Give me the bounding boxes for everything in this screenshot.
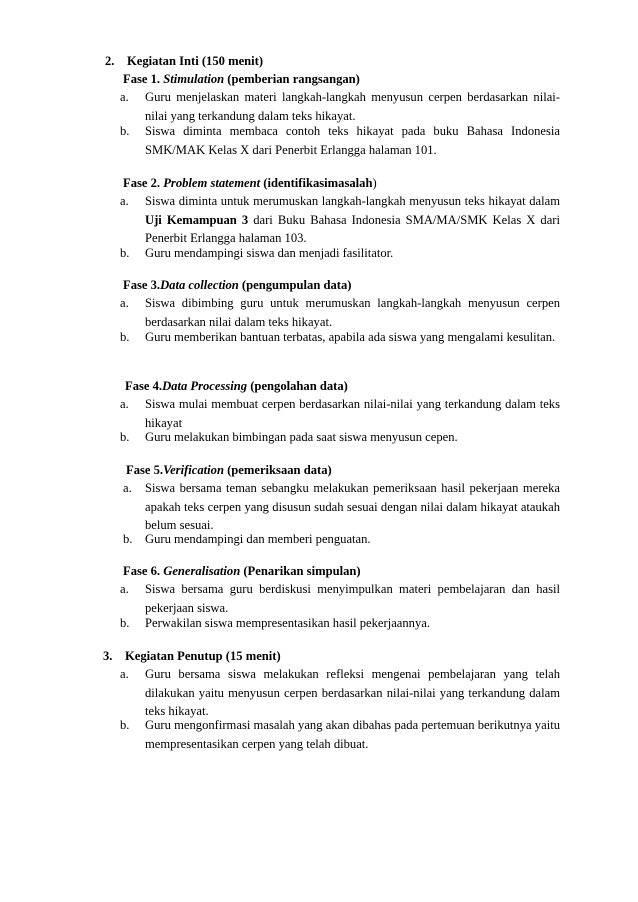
list-item <box>120 580 560 617</box>
section-2-heading <box>105 52 263 71</box>
item-label: a. <box>120 397 129 411</box>
phase-6-prefix: Fase 6. <box>123 564 164 578</box>
list-item <box>120 294 560 331</box>
item-text-bold: Uji Kemampuan 3 <box>145 212 249 227</box>
item-text: Guru bersama siswa melakukan refleksi mengenai pembelajaran yang telah dilakukan yaitu menyusun cerpen berdasarkan nilai-nilai yang terkandung dalam teks hikayat. <box>145 667 560 718</box>
phase-1-suffix: (pemberian rangsangan) <box>224 72 360 86</box>
item-text-post: dari Buku Bahasa Indonesia SMA/MA/SMK Kelas X dari Penerbit Erlangga halaman 103. <box>145 212 561 245</box>
item-label: a. <box>120 296 129 310</box>
list-item <box>120 395 560 432</box>
item-label: a. <box>120 90 129 104</box>
list-item <box>120 192 560 248</box>
phase-6-name: Generalisation <box>163 564 241 578</box>
item-text: Siswa bersama guru berdiskusi menyimpulkan materi pembelajaran dan hasil pekerjaan siswa. <box>145 582 560 615</box>
list-item <box>120 88 560 125</box>
section-3-heading <box>103 647 281 666</box>
section-2-number: 2. <box>105 54 115 68</box>
section-2-title: Kegiatan Inti (150 menit) <box>127 54 264 68</box>
item-text: Perwakilan siswa mempresentasikan hasil pekerjaannya. <box>145 616 431 630</box>
phase-4-name: Data Processing <box>162 379 248 393</box>
phase-6-heading <box>123 562 361 581</box>
phase-3-suffix: (pengumpulan data) <box>238 278 352 292</box>
list-item <box>123 530 560 549</box>
item-label: b. <box>123 532 133 546</box>
phase-1-prefix: Fase 1. <box>123 72 164 86</box>
item-label: b. <box>120 330 130 344</box>
item-label: a. <box>120 582 129 596</box>
phase-2-heading <box>123 174 377 193</box>
list-item <box>120 122 560 159</box>
phase-4-prefix: Fase 4. <box>125 379 163 393</box>
phase-3-name: Data collection <box>160 278 239 292</box>
item-text: Guru mengonfirmasi masalah yang akan dibahas pada pertemuan berikutnya yaitu mempresentasikan cerpen yang telah dibuat. <box>145 718 560 751</box>
phase-2-prefix: Fase 2. <box>123 176 164 190</box>
phase-5-name: Verification <box>163 463 224 477</box>
phase-4-heading <box>125 377 348 396</box>
section-3-title: Kegiatan Penutup (15 menit) <box>125 649 281 663</box>
phase-5-suffix: (pemeriksaan data) <box>223 463 332 477</box>
item-text: Guru mendampingi dan memberi penguatan. <box>145 532 371 546</box>
item-text: Siswa mulai membuat cerpen berdasarkan nilai-nilai yang terkandung dalam teks hikayat <box>145 397 560 430</box>
list-item <box>120 244 560 263</box>
item-text: Guru memberikan bantuan terbatas, apabila ada siswa yang mengalami kesulitan. <box>145 330 556 344</box>
item-text: Siswa diminta membaca contoh teks hikayat pada buku Bahasa Indonesia SMK/MAK Kelas X dari Penerbit Erlangga halaman 101. <box>145 124 560 157</box>
item-text: Guru melakukan bimbingan pada saat siswa menyusun cepen. <box>145 430 458 444</box>
phase-1-heading <box>123 70 360 89</box>
item-label: b. <box>120 124 130 138</box>
phase-3-heading <box>123 276 351 295</box>
item-text-pre: Siswa diminta untuk merumuskan langkah-langkah menyusun teks hikayat dalam <box>145 194 560 208</box>
list-item <box>123 479 560 535</box>
item-label: a. <box>120 667 129 681</box>
item-text: Guru mendampingi siswa dan menjadi fasilitator. <box>145 246 394 260</box>
list-item <box>120 614 560 633</box>
phase-2-suffix-end: ) <box>372 176 377 190</box>
phase-5-heading <box>126 461 332 480</box>
list-item <box>120 328 560 347</box>
phase-6-suffix: (Penarikan simpulan) <box>240 564 361 578</box>
phase-5-prefix: Fase 5. <box>126 463 164 477</box>
item-label: b. <box>120 430 130 444</box>
item-label: a. <box>120 194 129 208</box>
list-item <box>120 716 560 753</box>
phase-2-suffix: (identifikasimasalah <box>260 176 373 190</box>
list-item <box>120 665 560 721</box>
item-text: Siswa dibimbing guru untuk merumuskan langkah-langkah menyusun cerpen berdasarkan nilai dalam teks hikayat. <box>145 296 560 329</box>
phase-4-suffix: (pengolahan data) <box>247 379 348 393</box>
item-text: Guru menjelaskan materi langkah-langkah menyusun cerpen berdasarkan nilai-nilai yang terkandung dalam teks hikayat. <box>145 90 560 123</box>
section-3-number: 3. <box>103 649 113 663</box>
phase-3-prefix: Fase 3. <box>123 278 161 292</box>
item-label: b. <box>120 246 130 260</box>
list-item <box>120 428 560 447</box>
item-text <box>145 192 560 248</box>
item-label: b. <box>120 616 130 630</box>
item-label: b. <box>120 718 130 732</box>
phase-1-name: Stimulation <box>163 72 225 86</box>
item-text: Siswa bersama teman sebangku melakukan pemeriksaan hasil pekerjaan mereka apakah teks cerpen yang disusun sudah sesuai dengan nilai dalam hikayat ataukah belum sesuai. <box>145 481 560 532</box>
item-label: a. <box>123 481 132 495</box>
phase-2-name: Problem statement <box>163 176 261 190</box>
